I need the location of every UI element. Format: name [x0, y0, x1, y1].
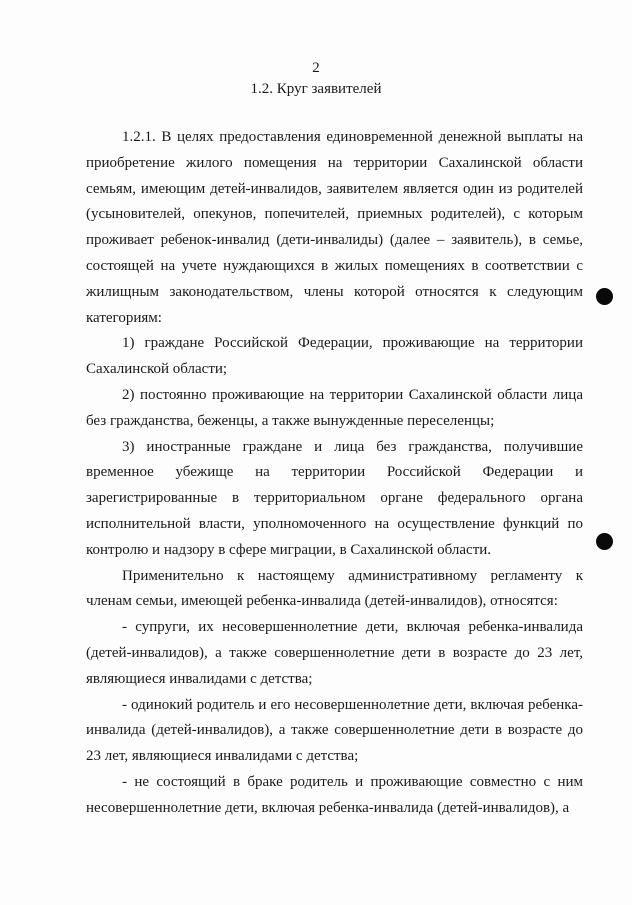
paragraph-family-members-intro: Применительно к настоящему административному регламенту к членам семьи, имеющей ребенка-инвалида (детей-инвалидов), относятся:	[86, 567, 583, 610]
paragraph-spouses: - супруги, их несовершеннолетние дети, включая ребенка-инвалида (детей-инвалидов), а также совершеннолетние дети в возрасте до 23 лет, являющиеся инвалидами с детства;	[86, 619, 583, 687]
paragraph-category-3: 3) иностранные граждане и лица без гражданства, получившие временное убежище на территории Российской Федерации и зарегистрированные в территориальном органе федерального органа исполнительной власти, уполномоченного на осуществление функций по контролю и надзору в сфере миграции, в Сахалинской области.	[86, 438, 583, 558]
paragraph-unmarried-parent: - не состоящий в браке родитель и проживающие совместно с ним несовершеннолетние дети, включая ребенка-инвалида (детей-инвалидов), а	[86, 773, 583, 816]
paragraph-category-2: 2) постоянно проживающие на территории Сахалинской области лица без гражданства, беженцы, а также вынужденные переселенцы;	[86, 386, 583, 429]
paragraph-1-2-1: 1.2.1. В целях предоставления единовременной денежной выплаты на приобретение жилого помещения на территории Сахалинской области семьям, имеющим детей-инвалидов, заявителем является один из родителей (усыновителей, опекунов, попечителей, приемных родителей), с которым проживает ребенок-инвалид (дети-инвалиды) (далее – заявитель), в семье, состоящей на учете нуждающихся в жилых помещениях в соответствии с жилищным законодательством, члены которой относятся к следующим категориям:	[86, 129, 583, 326]
punch-hole-top	[596, 288, 613, 305]
paragraph-single-parent: - одинокий родитель и его несовершеннолетние дети, включая ребенка-инвалида (детей-инвалидов), а также совершеннолетние дети в возрасте до 23 лет, являющиеся инвалидами с детства;	[86, 696, 583, 765]
page-number: 2	[312, 60, 320, 76]
paragraph-category-1: 1) граждане Российской Федерации, проживающие на территории Сахалинской области;	[86, 335, 583, 378]
punch-hole-bottom	[596, 533, 613, 550]
document-body	[86, 125, 583, 822]
section-title: 1.2. Круг заявителей	[250, 81, 382, 97]
